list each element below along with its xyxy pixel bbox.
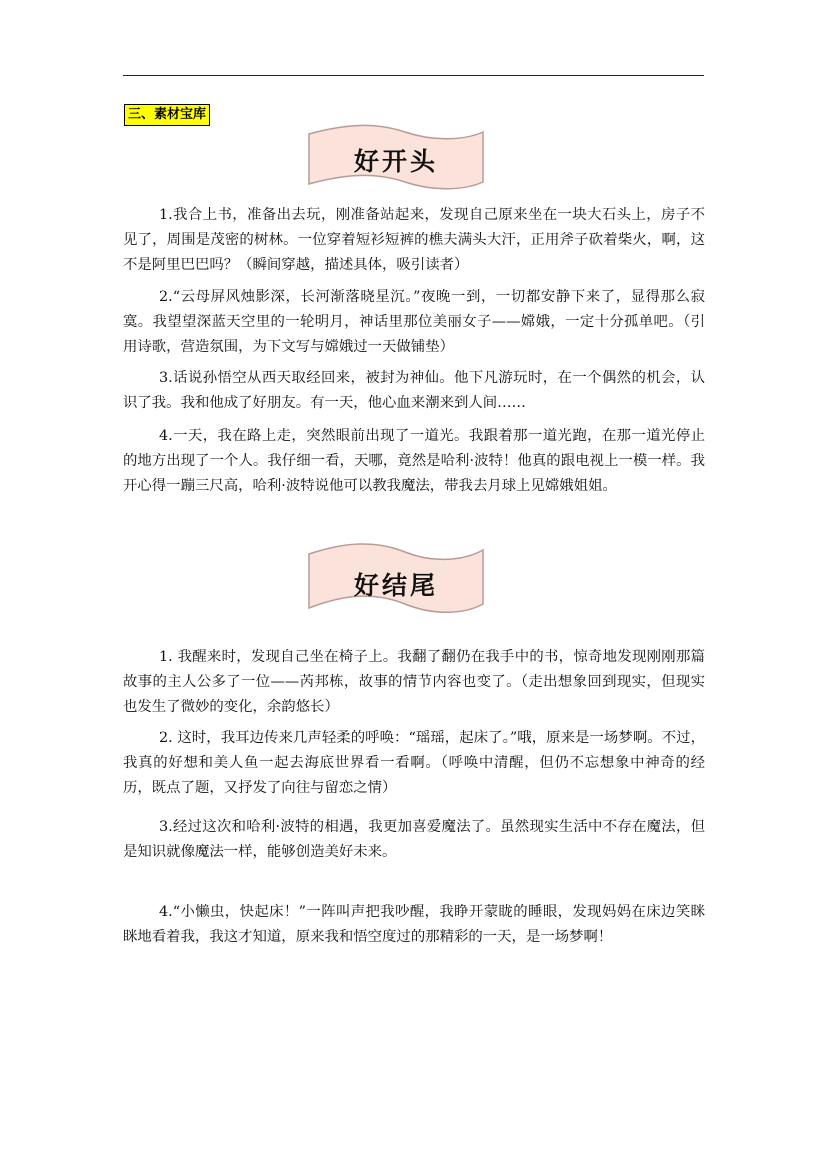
good-ending-title: 好结尾 bbox=[353, 571, 438, 600]
opening-paragraph-2: 2.“云母屏风烛影深，长河渐落晓星沉。”夜晚一到，一切都安静下来了，显得那么寂寞。我望望深蓝天空里的一轮明月，神话里那位美丽女子——嫦娥，一定十分孤单吧。（引用诗歌，营造氛围，为下文写与嫦娥过一天做铺垫） bbox=[123, 289, 705, 355]
section-heading: 三、素材宝库 bbox=[124, 104, 210, 126]
opening-paragraph-3: 3.话说孙悟空从西天取经回来，被封为神仙。他下凡游玩时，在一个偶然的机会，认识了我。我和他成了好朋友。有一天，他心血来潮来到人间…… bbox=[123, 370, 705, 411]
ending-paragraph-3: 3.经过这次和哈利·波特的相遇，我更加喜爱魔法了。虽然现实生活中不存在魔法，但是知识就像魔法一样，能够创造美好未来。 bbox=[123, 819, 705, 860]
header-rule bbox=[123, 75, 704, 76]
ending-paragraph-1: 1. 我醒来时，发现自己坐在椅子上。我翻了翻仍在我手中的书，惊奇地发现刚刚那篇故事的主人公多了一位——芮邦栋，故事的情节内容也变了。（走出想象回到现实，但现实也发生了微妙的变化，余韵悠长） bbox=[123, 649, 705, 715]
good-opening-title: 好开头 bbox=[353, 147, 438, 176]
ending-paragraph-4: 4.“小懒虫，快起床！”一阵叫声把我吵醒，我睁开蒙眬的睡眼，发现妈妈在床边笑眯眯地看着我，我这才知道，原来我和悟空度过的那精彩的一天，是一场梦啊！ bbox=[123, 904, 705, 945]
good-opening-banner bbox=[305, 124, 487, 196]
opening-paragraph-4: 4.一天，我在路上走，突然眼前出现了一道光。我跟着那一道光跑，在那一道光停止的地方出现了一个人。我仔细一看，天哪，竟然是哈利·波特！他真的跟电视上一模一样。我开心得一蹦三尺高，哈利·波特说他可以教我魔法，带我去月球上见嫦娥姐姐。 bbox=[123, 428, 705, 494]
opening-paragraph-1: 1.我合上书，准备出去玩，刚准备站起来，发现自己原来坐在一块大石头上，房子不见了，周围是茂密的树林。一位穿着短衫短裤的樵夫满头大汗，正用斧子砍着柴火，啊，这不是阿里巴巴吗？（瞬间穿越，描述具体，吸引读者） bbox=[123, 207, 705, 273]
ending-paragraph-2: 2. 这时，我耳边传来几声轻柔的呼唤：“瑶瑶，起床了。”哦，原来是一场梦啊。不过，我真的好想和美人鱼一起去海底世界看一看啊。（呼唤中清醒，但仍不忘想象中神奇的经历，既点了题，又抒发了向往与留恋之情） bbox=[123, 730, 705, 796]
good-ending-banner bbox=[305, 542, 487, 620]
